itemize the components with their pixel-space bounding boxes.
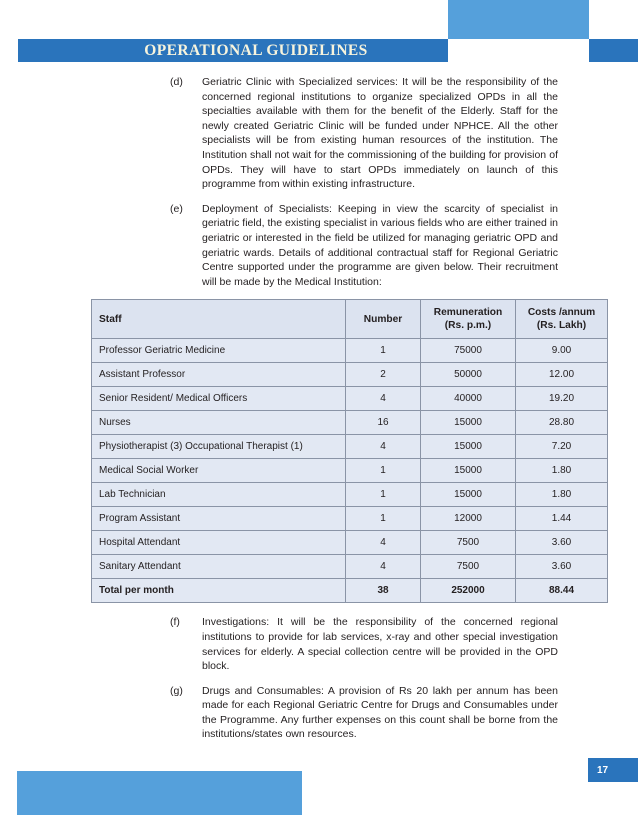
cell-cost: 19.20: [516, 387, 608, 411]
cell-remuneration: 50000: [421, 363, 516, 387]
page-number-text: 17: [597, 764, 609, 776]
cell-remuneration: 75000: [421, 339, 516, 363]
cell-number: 4: [346, 435, 421, 459]
cell-remuneration: 12000: [421, 507, 516, 531]
cell-cost: 1.80: [516, 483, 608, 507]
document-content: [0, 75, 638, 752]
cell-cost: 3.60: [516, 531, 608, 555]
cell-number: 1: [346, 507, 421, 531]
table-row: [92, 555, 608, 579]
table-row: [92, 363, 608, 387]
cell-staff: Sanitary Attendant: [92, 555, 346, 579]
cell-remuneration: 15000: [421, 483, 516, 507]
paragraph-f-text: Investigations: It will be the responsibility of the concerned regional institutions to provide for lab services, x-ray and other special investigation services for elderly. A special collection centre will be provided in the OPD block.: [202, 616, 558, 673]
paragraph-g-label: (g): [170, 684, 183, 697]
paragraph-d-text: Geriatric Clinic with Specialized services: It will be the responsibility of the concerned regional institutions to organize specialized OPDs in all the specialties available with them for the benefit of the Elderly. Staff for the newly created Geriatric Clinic will be funded under NPHCE. All the other specialists will be from existing human resources of the institution. The Institution shall not wait for the commissioning of the building for provision of OPDs. They will have to start OPDs immediately on launch of this programme from within existing infrastructure.: [202, 76, 558, 191]
paragraph-d: [0, 75, 638, 192]
table-row: [92, 531, 608, 555]
cell-cost: 3.60: [516, 555, 608, 579]
table-row: [92, 507, 608, 531]
cell-remuneration: 40000: [421, 387, 516, 411]
page-title: OPERATIONAL GUIDELINES: [144, 41, 368, 59]
table-header-row: [92, 300, 608, 339]
cell-number: 1: [346, 339, 421, 363]
staff-table-body: [92, 339, 608, 603]
cell-staff: Total per month: [92, 579, 346, 603]
cell-staff: Professor Geriatric Medicine: [92, 339, 346, 363]
cell-number: 38: [346, 579, 421, 603]
table-row: [92, 339, 608, 363]
cell-remuneration: 7500: [421, 555, 516, 579]
cell-staff: Nurses: [92, 411, 346, 435]
cell-number: 4: [346, 531, 421, 555]
cell-cost: 1.80: [516, 459, 608, 483]
column-header-number: Number: [346, 300, 421, 339]
column-header-cost-line2: (Rs. Lakh): [536, 320, 587, 332]
staff-table: [91, 299, 608, 603]
table-row: [92, 483, 608, 507]
table-row: [92, 387, 608, 411]
footer-accent-block-light: [17, 771, 302, 815]
cell-remuneration: 252000: [421, 579, 516, 603]
cell-staff: Medical Social Worker: [92, 459, 346, 483]
cell-staff: Senior Resident/ Medical Officers: [92, 387, 346, 411]
table-total-row: [92, 579, 608, 603]
cell-number: 1: [346, 459, 421, 483]
paragraph-f-label: (f): [170, 616, 180, 629]
paragraph-g: [0, 684, 638, 742]
paragraph-e: [0, 202, 638, 290]
cell-staff: Lab Technician: [92, 483, 346, 507]
staff-table-wrapper: [0, 299, 638, 603]
table-row: [92, 411, 608, 435]
paragraph-e-label: (e): [170, 202, 183, 215]
cell-cost: 1.44: [516, 507, 608, 531]
header-accent-block-light: [448, 0, 589, 39]
paragraph-f: [0, 615, 638, 673]
page-number-badge: [588, 758, 638, 782]
cell-cost: 7.20: [516, 435, 608, 459]
cell-number: 1: [346, 483, 421, 507]
cell-cost: 12.00: [516, 363, 608, 387]
header-bar: [18, 39, 448, 62]
cell-staff: Program Assistant: [92, 507, 346, 531]
cell-number: 4: [346, 387, 421, 411]
cell-staff: Physiotherapist (3) Occupational Therapist (1): [92, 435, 346, 459]
column-header-remuneration: [421, 300, 516, 339]
cell-number: 16: [346, 411, 421, 435]
cell-number: 4: [346, 555, 421, 579]
paragraph-g-text: Drugs and Consumables: A provision of Rs 20 lakh per annum has been made for each Regional Geriatric Centre for Drugs and Consumables under the Programme. Any further expenses on this count shall be borne from the institutions/states own resources.: [202, 684, 558, 741]
column-header-staff: Staff: [92, 300, 346, 339]
column-header-remuneration-line1: Remuneration: [433, 307, 503, 319]
header-accent-block-right: [589, 39, 638, 62]
column-header-cost-line1: Costs /annum: [527, 307, 596, 319]
staff-table-head: [92, 300, 608, 339]
cell-remuneration: 15000: [421, 435, 516, 459]
cell-staff: Hospital Attendant: [92, 531, 346, 555]
cell-remuneration: 15000: [421, 411, 516, 435]
table-row: [92, 435, 608, 459]
column-header-remuneration-line2: (Rs. p.m.): [444, 320, 492, 332]
cell-remuneration: 7500: [421, 531, 516, 555]
paragraph-e-text: Deployment of Specialists: Keeping in view the scarcity of specialist in geriatric field, the existing specialist in various fields who are either trained in geriatric or interested in the field be utilized for managing geriatric OPD and geriatric wards. Details of additional contractual staff for Regional Geriatric Centre supported under the programme are given below. Their recruitment will be made by the Medical Institution:: [202, 202, 558, 288]
table-row: [92, 459, 608, 483]
cell-cost: 28.80: [516, 411, 608, 435]
cell-number: 2: [346, 363, 421, 387]
column-header-cost: [516, 300, 608, 339]
cell-remuneration: 15000: [421, 459, 516, 483]
cell-cost: 9.00: [516, 339, 608, 363]
cell-staff: Assistant Professor: [92, 363, 346, 387]
paragraph-d-label: (d): [170, 76, 183, 88]
cell-cost: 88.44: [516, 579, 608, 603]
